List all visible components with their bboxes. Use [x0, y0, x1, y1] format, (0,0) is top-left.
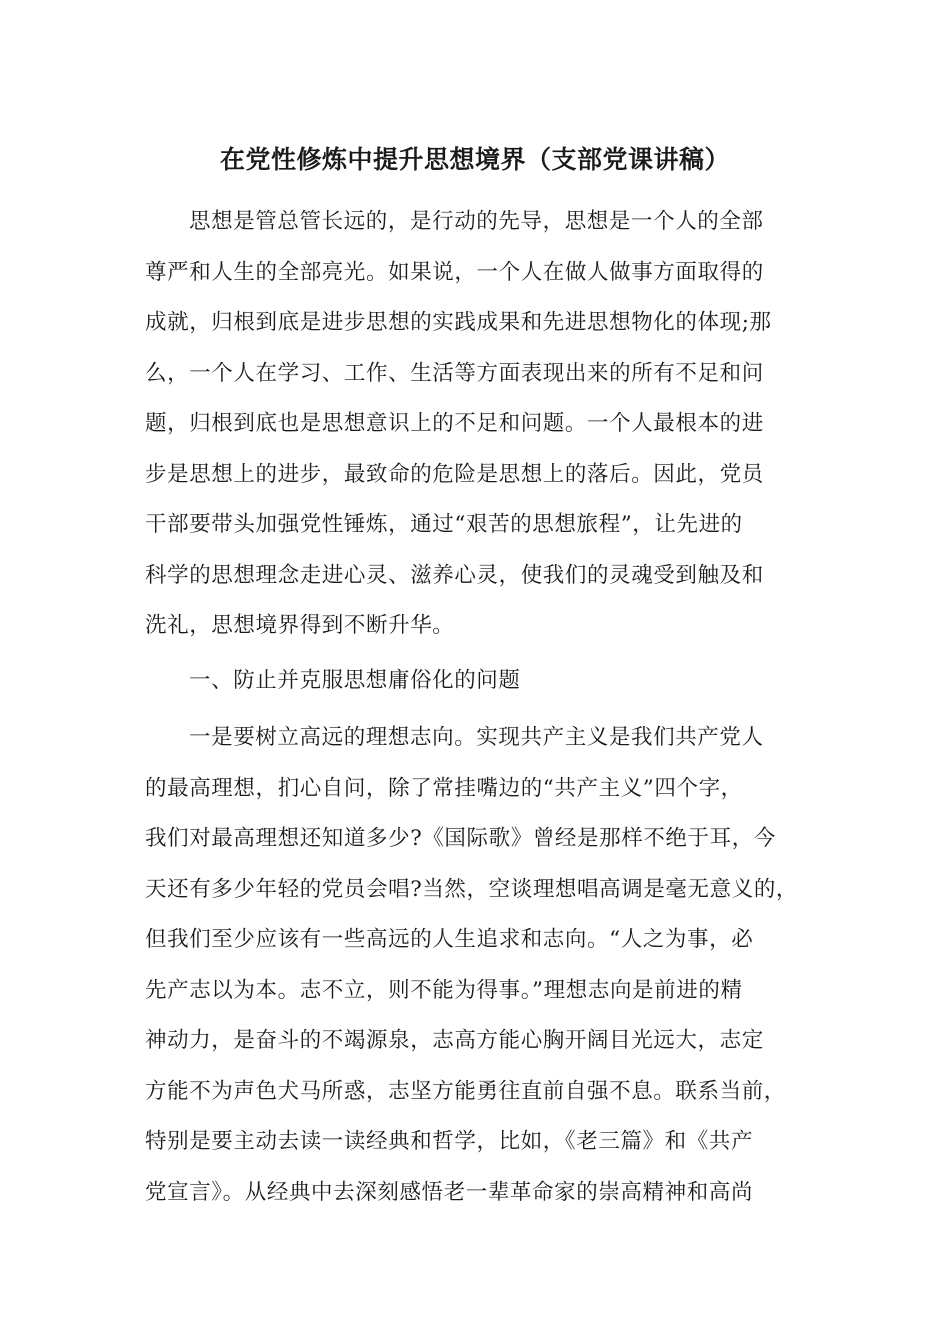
- paragraph-intro: [145, 197, 825, 652]
- text-line: 题，归根到底也是思想意识上的不足和问题。一个人最根本的进: [145, 411, 764, 436]
- text-line: 方能不为声色犬马所惑，志坚方能勇往直前自强不息。联系当前，: [145, 1078, 786, 1104]
- text-line: 成就，归根到底是进步思想的实践成果和先进思想物化的体现;那: [145, 310, 772, 335]
- text-line: 党宣言》。从经典中去深刻感悟老一辈革命家的崇高精神和高尚: [145, 1179, 754, 1205]
- text-line: 先产志以为本。志不立，则不能为得事。”理想志向是前进的精: [145, 977, 743, 1003]
- section-heading: [145, 656, 825, 707]
- text-line: 特别是要主动去读一读经典和哲学，比如，《老三篇》和《共产: [145, 1129, 754, 1154]
- section-heading-text: 一、防止并克服思想庸俗化的问题: [189, 668, 521, 693]
- text-line: 我们对最高理想还知道多少?《国际歌》曾经是那样不绝于耳，今: [145, 826, 776, 851]
- text-line: 但我们至少应该有一些高远的人生追求和志向。“人之为事，必: [145, 927, 754, 952]
- text-line: 天还有多少年轻的党员会唱?当然，空谈理想唱高调是毫无意义的，: [145, 876, 799, 902]
- document-title: 在党性修炼中提升思想境界（支部党课讲稿）: [219, 145, 730, 174]
- paragraph-ideals: [145, 713, 825, 1218]
- text-line: 科学的思想理念走进心灵、滋养心灵，使我们的灵魂受到触及和: [145, 562, 764, 588]
- text-line: 思想是管总管长远的，是行动的先导，思想是一个人的全部: [189, 209, 764, 234]
- text-line: 神动力，是奋斗的不竭源泉，志高方能心胸开阔目光远大，志定: [145, 1028, 764, 1053]
- text-line: 的最高理想，扪心自问，除了常挂嘴边的“共产主义”四个字，: [145, 775, 743, 801]
- text-line: 么，一个人在学习、工作、生活等方面表现出来的所有不足和问: [145, 360, 764, 386]
- text-line: 步是思想上的进步，最致命的危险是思想上的落后。因此，党员: [145, 461, 764, 487]
- text-line: 洗礼，思想境界得到不断升华。: [145, 613, 455, 638]
- text-line: 一是要树立高远的理想志向。实现共产主义是我们共产党人: [189, 725, 764, 750]
- text-line: 干部要带头加强党性锤炼，通过“艰苦的思想旅程”，让先进的: [145, 512, 743, 537]
- text-line: 尊严和人生的全部亮光。如果说，一个人在做人做事方面取得的: [145, 259, 764, 285]
